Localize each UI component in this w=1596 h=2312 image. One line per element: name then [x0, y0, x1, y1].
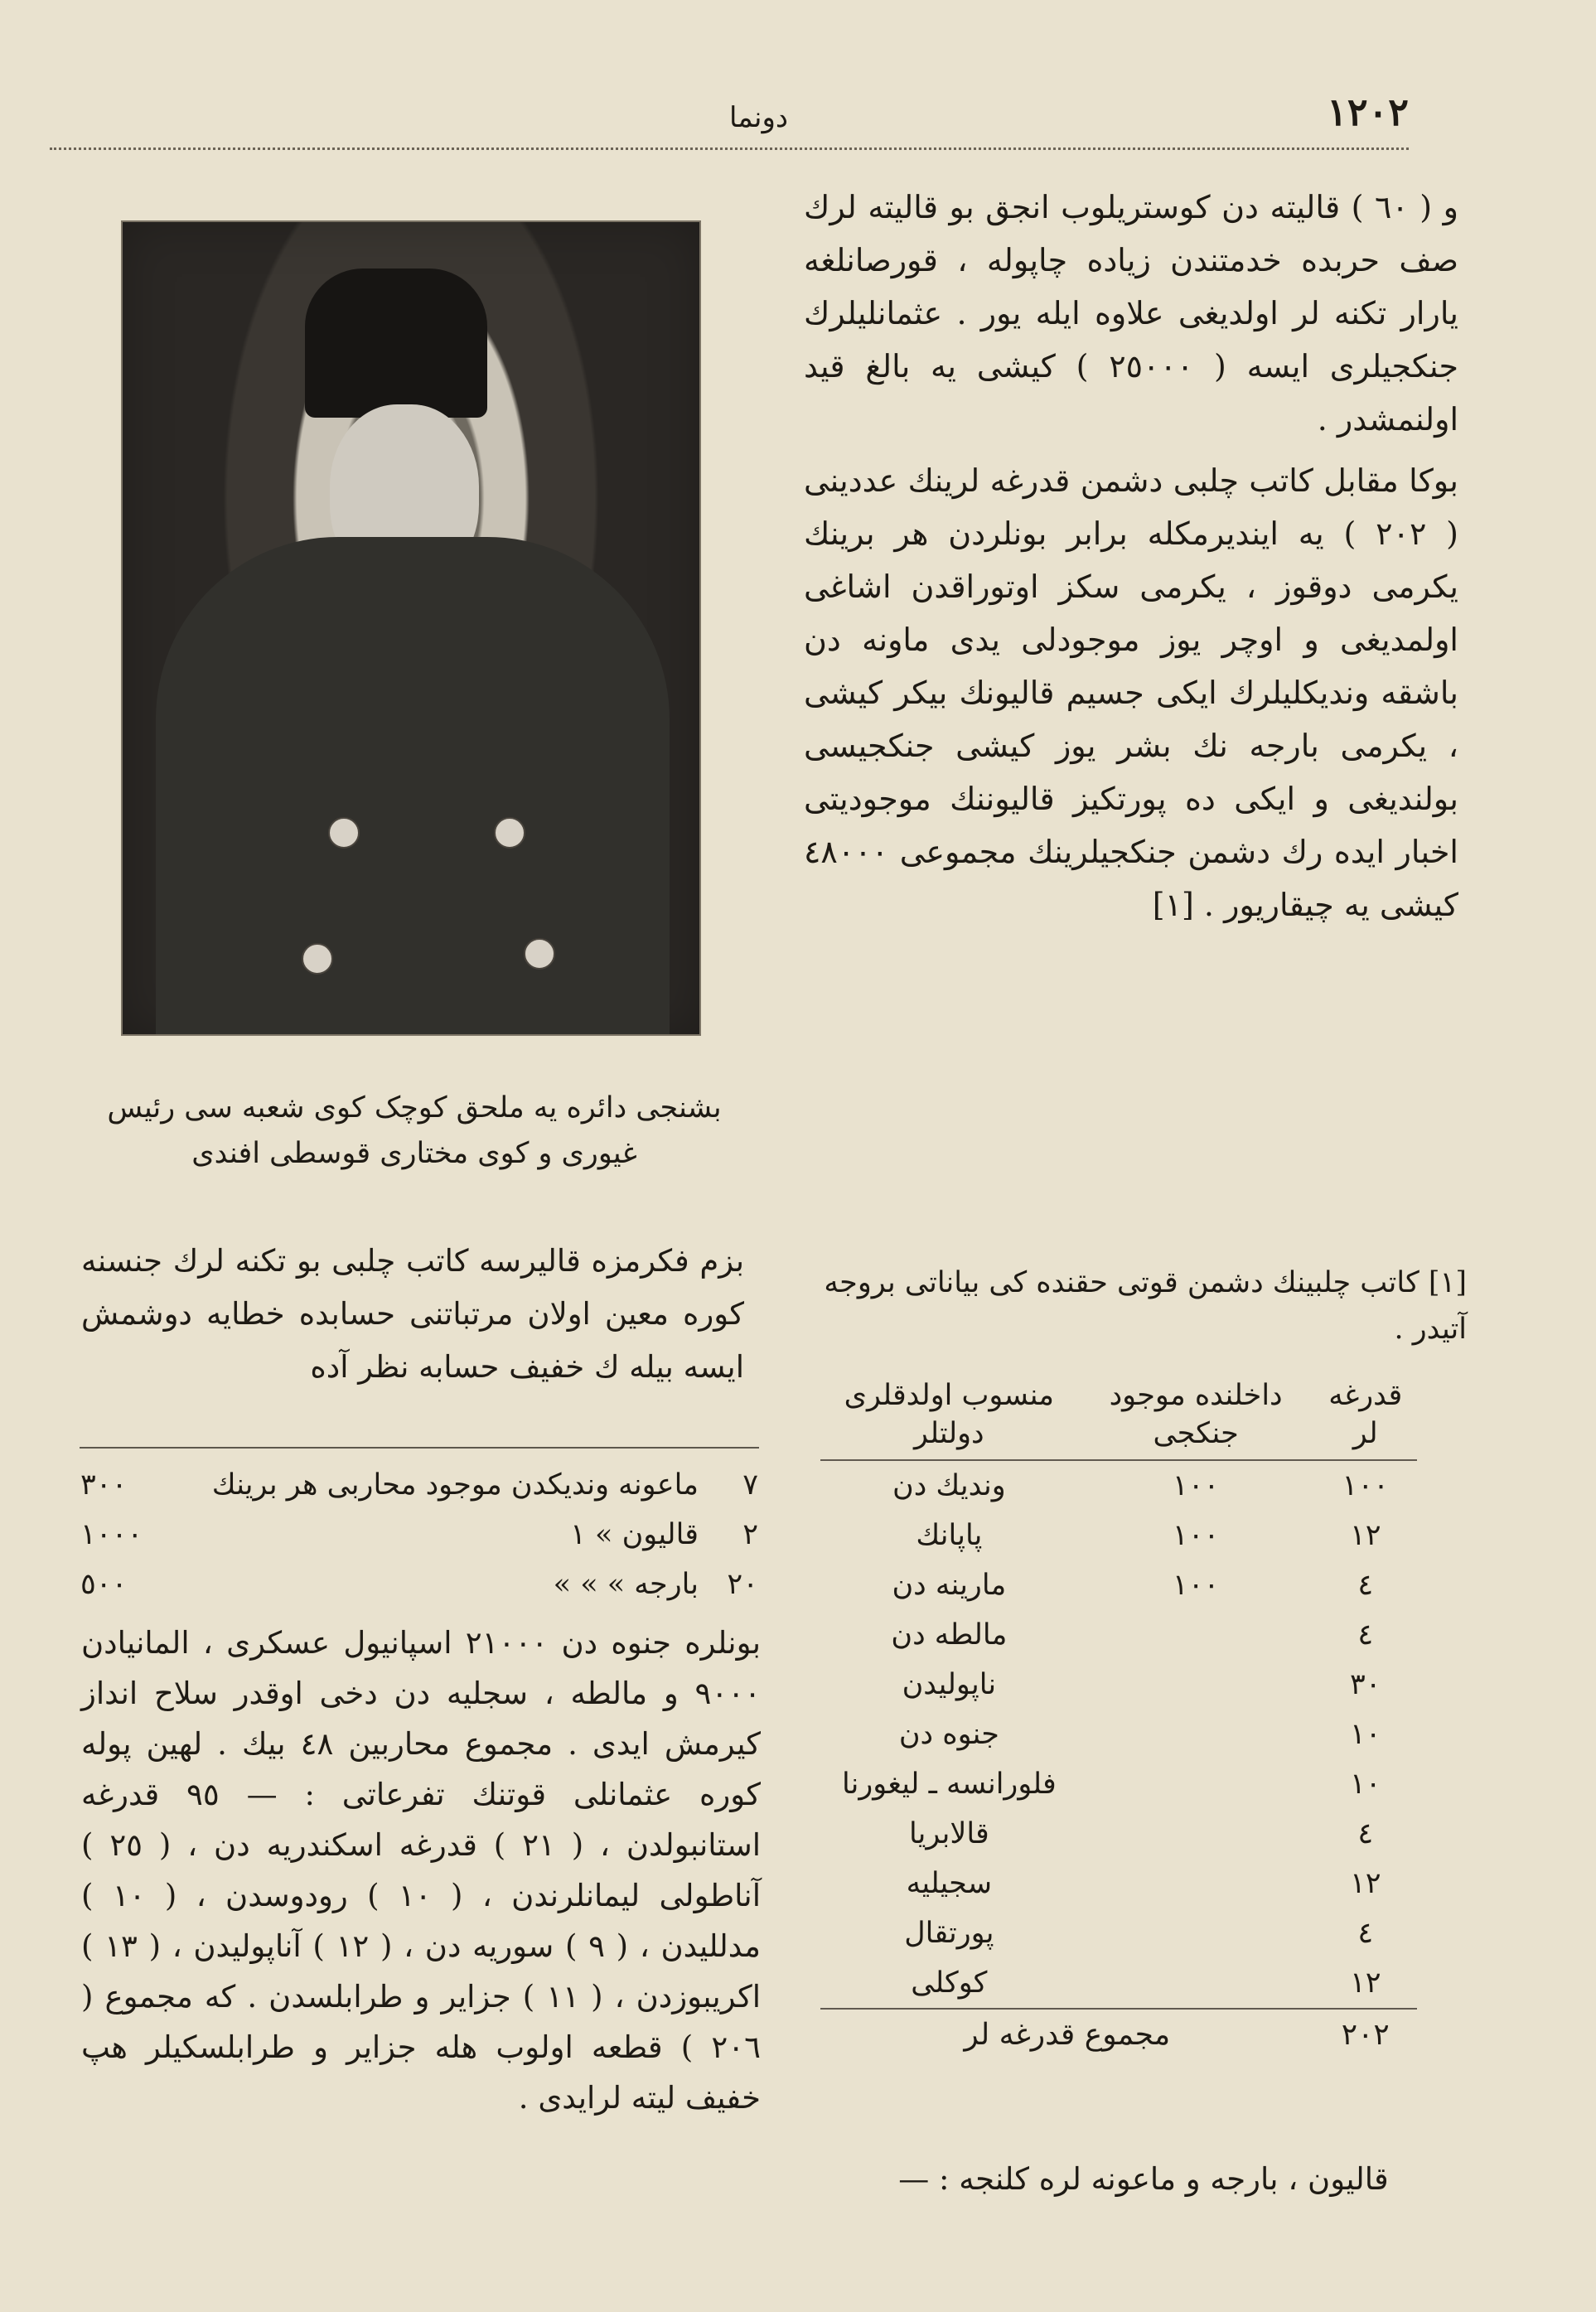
- table-row: ٤ ١٠٠ مارینه دن: [892, 1569, 1374, 1602]
- coat-button: [302, 943, 333, 975]
- left-bottom-text: [81, 1618, 761, 2123]
- total-value: ٢٠٢: [1314, 2009, 1418, 2059]
- closing-line: قالیون ، بارجه و ماعونه لره کلنجه : —: [898, 2161, 1389, 2197]
- right-paragraph-1: و ( ٦٠ ) قالیته دن کوستریلوب انجق بو قالیته لرك صف حربده خدمتندن زیاده چاپوله ، قورصانلغه یارار تکنه لر اولدیغی علاوه ایله یور . عثمانلیلرك جنکجیلری ایسه ( ٢٥٠٠٠ ) کیشی یه بالغ قید اولنمشدر .: [804, 189, 1458, 438]
- total-label: مجموع قدرغه لر: [820, 2009, 1314, 2059]
- coat-button: [328, 817, 360, 849]
- fez-shape: [305, 268, 487, 418]
- left-bottom-paragraph: بونلره جنوه دن ٢١٠٠٠ اسپانیول عسکری ، المانیادن ٩٠٠٠ و مالطه ، سجلیه دن دخی اوقدر سلاح انداز کیرمش ایدی . مجموع محاربین ٤٨ بیك . لهین پوله کوره عثمانلی قوتنك تفرعاتی : — ٩٥ قدرغه استانبولدن ، ( ٢١ ) قدرغه اسکندریه دن ، ( ٢٥ ) آناطولی لیمانلرندن ، ( ١٠ ) رودوسدن ، ( ١٠ ) مدللیدن ، ( ٩ ) سوریه دن ، ( ١٢ ) آناپولیدن ، ( ١٣ ) اکریبوزدن ، ( ١١ ) جزایر و طرابلسدن . که مجموع ( ٢٠٦ ) قطعه اولوب هله جزایر و طرابلسکیلر هپ خفیف لیته لرایدی .: [81, 1625, 762, 2116]
- table-row: ٤ قالابریا: [908, 1817, 1374, 1850]
- table-row: ١٢ سجیلیه: [906, 1867, 1381, 1900]
- coat-shape: [156, 537, 670, 1034]
- caption-line-1: بشنجی دائره یه ملحق کوچک کوی شعبه سی رئیس: [107, 1091, 722, 1125]
- table-row: ٢٠ بارجه » » » ٥٠٠: [80, 1568, 758, 1601]
- table-row: ٤ پورتقال: [904, 1917, 1374, 1950]
- table-row: ١٠٠ ١٠٠ وندیك دن: [892, 1469, 1389, 1502]
- coat-button: [524, 938, 555, 970]
- left-small-table: [80, 1447, 759, 1609]
- table-row: ٣٠ ناپولیدن: [902, 1668, 1381, 1701]
- coat-button: [494, 817, 525, 849]
- table-row: ٤ مالطه دن: [891, 1618, 1374, 1652]
- page-number: ١٢٠٢: [1327, 89, 1409, 134]
- footnote-text: [١] کاتب چلبینك دشمن قوتی حقنده کی بیاناتی بروجه آتیدر .: [824, 1266, 1467, 1346]
- table-row: ١٢ ١٠٠ پاپانك: [916, 1519, 1381, 1552]
- photo-caption: [75, 1086, 754, 1177]
- header-warriors: داخلنده موجود جنکجی: [1078, 1376, 1314, 1460]
- right-column-text: [804, 181, 1458, 940]
- left-intro-text: بزم فکرمزه قالیرسه کاتب چلبی بو تکنه لرك جنسنه کوره معین اولان مرتباتنی حسابده خطایه دوشمش ایسه بیله ك خفیف حسابه نظر آده: [81, 1243, 744, 1385]
- header-states: منسوب اولدقلری دولتلر: [820, 1376, 1078, 1460]
- table-row: ٧ ماعونه وندیکدن موجود محاربی هر برینك ٣٠٠: [80, 1468, 758, 1502]
- page-header: [50, 89, 1409, 150]
- table-row: ٢ قالیون » ١ ١٠٠٠: [80, 1518, 758, 1551]
- left-column-intro: [81, 1235, 744, 1394]
- table-row: ١٠ جنوه دن: [898, 1718, 1381, 1751]
- running-title: دونما: [729, 101, 789, 134]
- caption-line-2: غیوری و کوی مختاری قوسطی افندی: [191, 1137, 637, 1170]
- portrait-photo: [121, 220, 701, 1036]
- right-paragraph-2: بوکا مقابل کاتب چلبی دشمن قدرغه لرینك عددینی ( ٢٠٢ ) یه ایندیرمکله برابر بونلردن هر برینك یکرمی دوقوز ، یکرمی سکز اوتوراقدن اشاغی اولمدیغی و اوچر یوز موجودلی یدی ماونه دن باشقه وندیکلیلرك ایکی جسیم قالیونك بیکر کیشی ، یکرمی بارجه نك بشر یوز کیشی جنکجیسی بولندیغی و ایکی ده پورتکیز قالیوننك موجودیتی اخبار ایده رك دشمن جنکجیلرینك مجموعی ٤٨٠٠٠ کیشی یه چیقاریور . [١]: [804, 462, 1459, 923]
- table-row: ١٢ کوکلی: [911, 1966, 1381, 2000]
- table-total-row: [820, 2009, 1417, 2059]
- table-row: ١٠ فلورانسه ـ لیغورنا: [841, 1768, 1381, 1801]
- fleet-table: [820, 1376, 1417, 2059]
- header-galleys: قدرغه لر: [1314, 1376, 1418, 1460]
